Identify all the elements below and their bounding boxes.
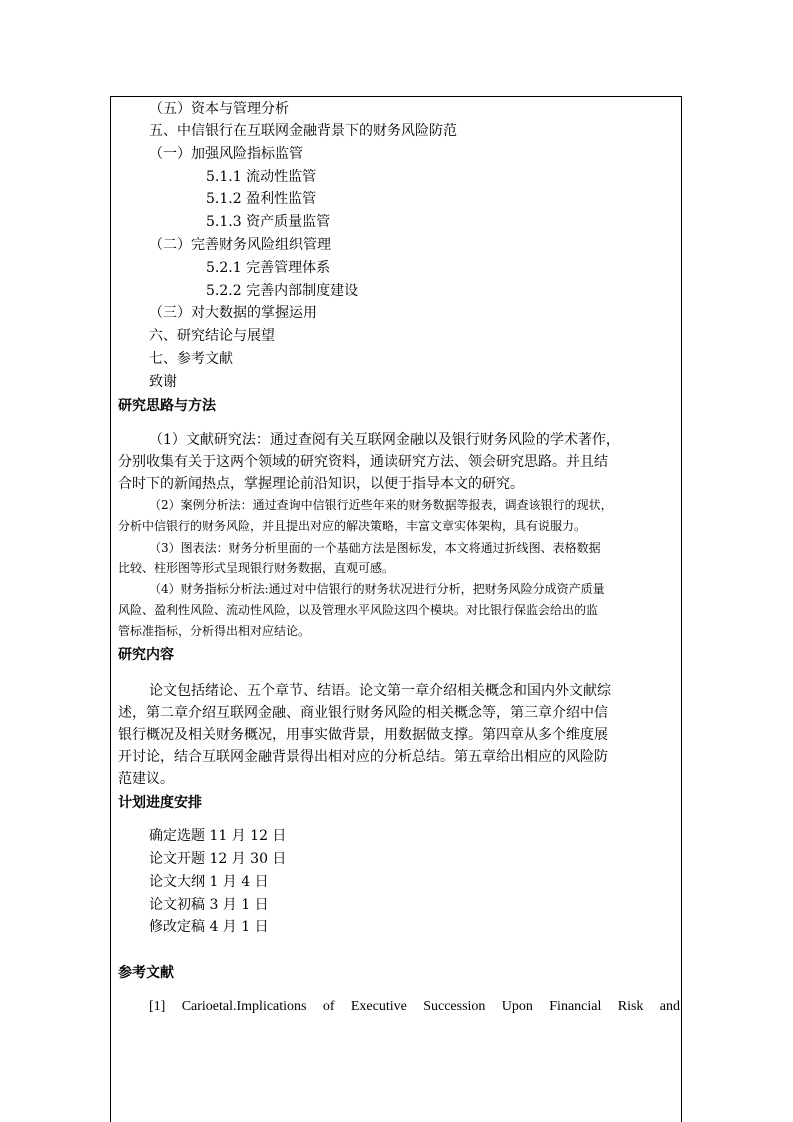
methods-p3-line: （3）图表法：财务分析里面的一个基础方法是图标发，本文将通过折线图、表格数据 xyxy=(149,541,601,555)
outline-item: 七、参考文献 xyxy=(149,351,233,367)
outline-item: （五）资本与管理分析 xyxy=(149,101,289,117)
content-line: 范建议。 xyxy=(118,771,174,787)
outline-item: 五、中信银行在互联网金融背景下的财务风险防范 xyxy=(149,123,457,139)
content-line: 述，第二章介绍互联网金融、商业银行财务风险的相关概念等，第三章介绍中信 xyxy=(118,705,608,721)
outline-item: （二）完善财务风险组织管理 xyxy=(149,237,331,253)
methods-p1-line: 合时下的新闻热点，掌握理论前沿知识，以便于指导本文的研究。 xyxy=(118,476,524,492)
outline-item: 5.2.1 完善管理体系 xyxy=(206,260,331,276)
reference-item: [1] Carioetal.Implications of Executive Succession Upon Financial Risk and xyxy=(149,999,680,1014)
schedule-item: 论文大纲 1 月 4 日 xyxy=(149,874,269,890)
content-line: 开讨论，结合互联网金融背景得出相对应的分析总结。第五章给出相应的风险防 xyxy=(118,749,608,765)
section-heading-methods: 研究思路与方法 xyxy=(118,398,216,414)
schedule-item: 确定选题 11 月 12 日 xyxy=(149,828,287,844)
methods-p2-line: （2）案例分析法：通过查询中信银行近些年来的财务数据等报表，调查该银行的现状， xyxy=(149,498,613,512)
methods-p4-line: 风险、盈利性风险、流动性风险，以及管理水平风险这四个模块。对比银行保监会给出的监 xyxy=(118,603,599,617)
section-heading-schedule: 计划进度安排 xyxy=(118,795,202,811)
section-heading-content: 研究内容 xyxy=(118,647,174,663)
methods-p1-line: （1）文献研究法：通过查阅有关互联网金融以及银行财务风险的学术著作， xyxy=(149,432,620,448)
outline-item: 5.1.3 资产质量监管 xyxy=(206,214,331,230)
section-heading-references: 参考文献 xyxy=(118,965,174,981)
methods-p2-line: 分析中信银行的财务风险，并且提出对应的解决策略，丰富文章实体架构，具有说服力。 xyxy=(118,519,587,533)
methods-p1-line: 分别收集有关于这两个领域的研究资料，通读研究方法、领会研究思路。并且结 xyxy=(118,454,608,470)
outline-item: 5.1.2 盈利性监管 xyxy=(206,191,317,207)
outline-item: （一）加强风险指标监管 xyxy=(149,146,303,162)
outline-item: 致谢 xyxy=(149,374,177,390)
outline-item: （三）对大数据的掌握运用 xyxy=(149,305,317,321)
outline-item: 5.2.2 完善内部制度建设 xyxy=(206,283,359,299)
content-line: 论文包括绪论、五个章节、结语。论文第一章介绍相关概念和国内外文献综 xyxy=(149,683,611,699)
methods-p3-line: 比较、柱形图等形式呈现银行财务数据，直观可感。 xyxy=(118,561,395,575)
methods-p4-line: （4）财务指标分析法:通过对中信银行的财务状况进行分析，把财务风险分成资产质量 xyxy=(149,582,605,596)
methods-p4-line: 管标准指标，分析得出相对应结论。 xyxy=(118,624,311,638)
schedule-item: 论文初稿 3 月 1 日 xyxy=(149,897,269,913)
outline-item: 5.1.1 流动性监管 xyxy=(206,169,317,185)
schedule-item: 修改定稿 4 月 1 日 xyxy=(149,919,269,935)
outline-item: 六、研究结论与展望 xyxy=(149,328,275,344)
content-line: 银行概况及相关财务概况，用事实做背景，用数据做支撑。第四章从多个维度展 xyxy=(118,727,608,743)
schedule-item: 论文开题 12 月 30 日 xyxy=(149,851,287,867)
